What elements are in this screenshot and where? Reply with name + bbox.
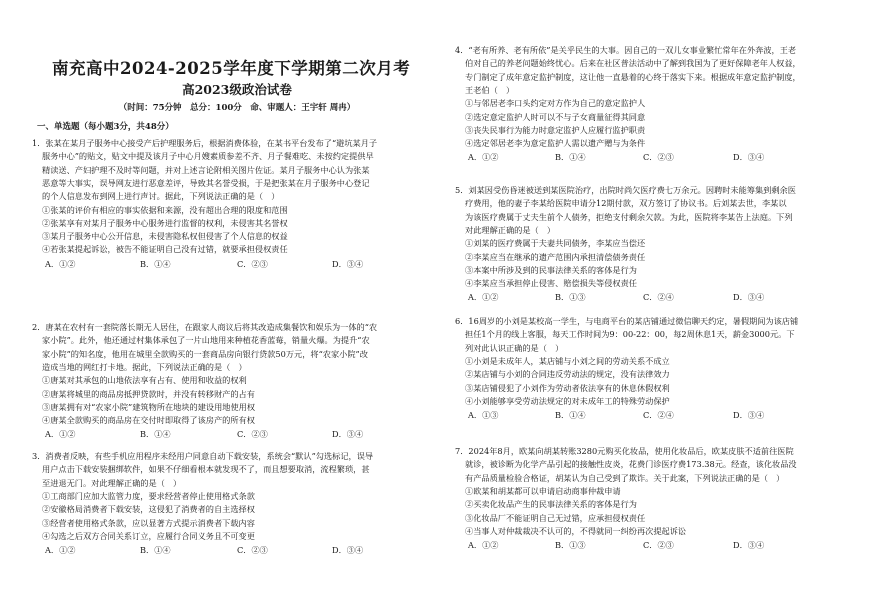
statement-option: ①与邻居老李口头约定对方作为自己的意定监护人 [465, 98, 646, 109]
statement-option: ③丧失民事行为能力时意定监护人应履行监护职责 [465, 124, 646, 135]
answer-choice-c[interactable]: C．②③ [237, 545, 268, 556]
answer-choice-a[interactable]: A．①② [45, 545, 76, 556]
exam-title: 南充高中2024-2025学年度下学期第二次月考 [52, 59, 411, 78]
statement-option: ②买卖化妆品产生的民事法律关系的客体是行为 [465, 499, 637, 510]
question-stem-line: 精读送、产妇护理不及时等问题，并对上述言论附相关图片佐证。某月子服务中心认为张某 [42, 164, 370, 175]
statement-option: ①小刘是未成年人，某店铺与小刘之间的劳动关系不成立 [465, 355, 670, 366]
answer-choice-c[interactable]: C．②③ [643, 540, 674, 551]
answer-choice-b[interactable]: B．①④ [555, 152, 586, 163]
question-stem-line: 担任1个月的线上客服，每天工作时间为9：00-22：00，每2周休息1天，薪金3000元。下 [465, 329, 795, 340]
question-stem-line: 5．刘某因受伤昏迷被送到某医院治疗，出院时尚欠医疗费七万余元。因聘时未能筹集到剩余医 [455, 185, 796, 195]
question-stem-line: 4．“老有所养、老有所依”是关乎民生的大事。因自己的一双儿女事业繁忙常年在外奔波，王老 [455, 45, 797, 55]
question-stem-line: 用户点击下载安装捆绑软件，如果不仔细看根本就发现不了，而且想要取消，流程繁琐，甚 [42, 464, 370, 475]
question-stem-line: 3．消费者反映，有些手机应用程序未经用户同意自动下载安装，系统会“默认”勾选标记，误导 [32, 451, 374, 461]
answer-choice-d[interactable]: D．③④ [733, 410, 765, 421]
answer-choice-c[interactable]: C．②③ [237, 429, 268, 440]
answer-choice-b[interactable]: B．①④ [140, 258, 171, 269]
section-heading: 一、单选题（每小题3分，共48分） [37, 122, 174, 132]
statement-option: ④唐某全款购买的商品房在交付时即取得了该房产的所有权 [42, 415, 255, 426]
question-stem-line: 6．16周岁的小刘是某校高一学生，与电商平台的某店铺通过微信聊天约定，暑假期间为该店铺 [455, 316, 799, 326]
answer-choice-b[interactable]: B．①④ [140, 545, 171, 556]
answer-choice-a[interactable]: A．①③ [468, 410, 499, 421]
question-stem-line: 就诊，被诊断为化学产品引起的接触性皮炎，花费门诊医疗费173.38元。经查，该化妆品没 [465, 459, 797, 470]
statement-option: ①工商部门应加大监管力度，要求经营者停止使用格式条款 [42, 490, 255, 501]
answer-choice-c[interactable]: C．②④ [643, 410, 674, 421]
statement-option: ②安徽格局消费者下载安装，这侵犯了消费者的自主选择权 [42, 504, 255, 515]
question-stem-line: 家小院”的知名度，他用在城里全款购买的一套商品房向银行贷款50万元，将“农家小院”改 [42, 348, 368, 359]
answer-choice-c[interactable]: C．②③ [643, 152, 674, 163]
question-stem-line: 对此理解正确的是（ ） [465, 224, 556, 235]
answer-choice-d[interactable]: D．③④ [332, 258, 364, 269]
question-stem-line: 服务中心”的贴文，贴文中提及该月子中心月嫂素质参差不齐、月子餐难吃、未按约定提供早 [42, 151, 374, 162]
statement-option: ④选定邻居老李为意定监护人需以遗产赠与为条件 [465, 138, 646, 149]
answer-choice-a[interactable]: A．①② [45, 258, 76, 269]
question-stem-line: 伯对自己的养老问题始终忧心。后来在社区普法活动中了解到我国为了更好保障老年人权益， [465, 58, 801, 69]
statement-option: ②李某应当在继承的遗产范围内承担清偿债务责任 [465, 251, 646, 262]
question-stem-line: 1．张某在某月子服务中心接受产后护理服务后，根据消费体验，在某书平台发布了“避坑某月子 [32, 138, 378, 148]
statement-option: ④李某应当承担停止侵害、赔偿损失等侵权责任 [465, 278, 637, 289]
answer-choice-d[interactable]: D．③④ [332, 545, 364, 556]
question-stem-line: 至进退无门。对此理解正确的是（ ） [42, 477, 182, 488]
statement-option: ③某店铺侵犯了小刘作为劳动者依法享有的休息休假权利 [465, 382, 670, 393]
question-stem-line: 列对此认识正确的是（ ） [465, 342, 564, 353]
question-stem-line: 的个人信息发布到网上进行声讨。据此，下列说法正确的是（ ） [42, 191, 280, 202]
answer-choice-d[interactable]: D．③④ [733, 540, 765, 551]
answer-choice-c[interactable]: C．②④ [643, 292, 674, 303]
answer-choice-c[interactable]: C．②③ [237, 258, 268, 269]
question-stem-line: 疗费用，他的妻子李某给医院申请分12期付款，双方签订了协议书。后刘某去世，李某以 [465, 198, 787, 209]
answer-choice-b[interactable]: B．①③ [555, 540, 586, 551]
question-stem-line: 恶意等大事实，误导网友进行恶意差评，导致其名誉受损，于是把张某在月子服务中心登记 [42, 177, 370, 188]
statement-option: ②张某享有对某月子服务中心服务进行监督的权利，未侵害其名誉权 [42, 217, 288, 228]
statement-option: ①张某的评价有相应的事实依据和来源，没有超出合理的限度和范围 [42, 204, 288, 215]
statement-option: ③某月子服务中心公开信息，未侵害隐私权但侵害了个人信息的权益 [42, 231, 288, 242]
answer-choice-a[interactable]: A．①② [468, 292, 499, 303]
answer-choice-d[interactable]: D．③④ [733, 152, 765, 163]
answer-choice-b[interactable]: B．①③ [555, 292, 586, 303]
statement-option: ③唐某拥有对“农家小院”建筑物所在地块的建设用地使用权 [42, 401, 256, 412]
statement-option: ③化妆品厂不能证明自己无过错，应承担侵权责任 [465, 512, 646, 523]
statement-option: ④当事人对仲裁裁决不认可的，不得就同一纠纷再次提起诉讼 [465, 525, 687, 536]
question-stem-line: 2．唐某在农村有一套院落长期无人居住，在跟家人商议后将其改造成集餐饮和娱乐为一体的“农 [32, 322, 378, 332]
question-stem-line: 家小院”。此外，他还通过村集体承包了一片山地用来种植花香蓝莓，销量火爆。为提升“农 [42, 335, 370, 346]
question-stem-line: 王老伯（ ） [465, 84, 515, 95]
exam-subtitle: 高2023级政治试卷 [182, 82, 292, 97]
answer-choice-d[interactable]: D．③④ [332, 429, 364, 440]
statement-option: ④勾选之后双方合同关系订立，应履行合同义务且不可变更 [42, 530, 255, 541]
question-stem-line: 专门制定了成年意定监护制度，这让他一直悬着的心终于落实下来。根据成年意定监护制度， [465, 71, 801, 82]
statement-option: ①唐某对其承包的山地依法享有占有、使用和收益的权利 [42, 375, 247, 386]
answer-choice-b[interactable]: B．①④ [140, 429, 171, 440]
answer-choice-a[interactable]: A．①② [45, 429, 76, 440]
answer-choice-a[interactable]: A．①② [468, 152, 499, 163]
question-stem-line: 造成当地的网红打卡地。据此，下列说法正确的是（ ） [42, 361, 247, 372]
statement-option: ①欧某和胡某都可以申请启动商事仲裁申请 [465, 485, 621, 496]
statement-option: ①刘某的医疗费属于夫妻共同债务，李某应当偿还 [465, 238, 646, 249]
statement-option: ②唐某将城里的商品房抵押贷款时，并没有转移财产的占有 [42, 388, 255, 399]
statement-option: ②某店铺与小刘的合同违反劳动法的规定，没有法律效力 [465, 369, 670, 380]
question-stem-line: 有产品质量检验合格证，胡某认为自己受到了欺诈。关于此案，下列说法正确的是（ ） [465, 472, 785, 483]
statement-option: ③经营者使用格式条款，应以显著方式提示消费者下载内容 [42, 517, 255, 528]
answer-choice-d[interactable]: D．③④ [733, 292, 765, 303]
question-stem-line: 为该医疗费属于丈夫生前个人债务，拒绝支付剩余欠款。为此，医院将李某告上法庭。下列 [465, 211, 793, 222]
statement-option: ③本案中所涉及到的民事法律关系的客体是行为 [465, 264, 637, 275]
exam-meta: （时间：75分钟 总分：100分 命、审题人：王宇轩 周冉） [118, 103, 356, 113]
question-stem-line: 7．2024年8月，欧某向胡某转账3280元购买化妆品，使用化妆品后，欧某皮肤不适前往医院 [455, 446, 794, 456]
statement-option: ④小刘能够享受劳动法规定的对未成年工的特殊劳动保护 [465, 395, 670, 406]
answer-choice-a[interactable]: A．①② [468, 540, 499, 551]
answer-choice-b[interactable]: B．①④ [555, 410, 586, 421]
statement-option: ②选定意定监护人时可以不与子女商量征得其同意 [465, 111, 646, 122]
statement-option: ④若张某提起诉讼，被告不能证明自己没有过错，就要承担侵权责任 [42, 244, 288, 255]
